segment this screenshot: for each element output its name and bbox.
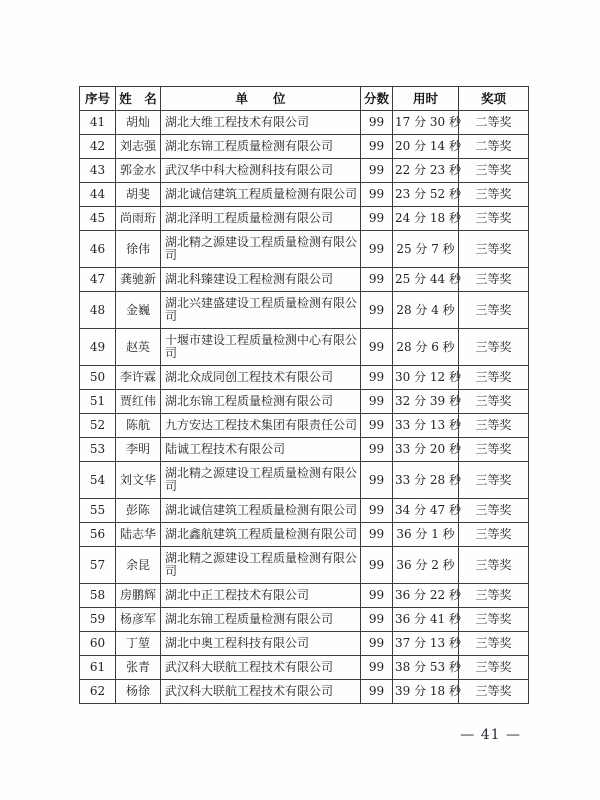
cell-time: 20 分 14 秒	[393, 135, 459, 159]
cell-index: 59	[80, 608, 116, 632]
results-table	[79, 86, 529, 704]
cell-organization: 湖北兴建盛建设工程质量检测有限公司	[161, 292, 361, 329]
col-header-name: 姓 名	[116, 87, 161, 111]
cell-name: 胡灿	[116, 111, 161, 135]
cell-index: 45	[80, 207, 116, 231]
cell-score: 99	[361, 462, 393, 499]
cell-score: 99	[361, 547, 393, 584]
table-row	[80, 207, 529, 231]
cell-award: 三等奖	[459, 231, 529, 268]
cell-name: 彭陈	[116, 499, 161, 523]
table-row	[80, 159, 529, 183]
cell-award: 三等奖	[459, 390, 529, 414]
cell-index: 58	[80, 584, 116, 608]
cell-index: 51	[80, 390, 116, 414]
table-row	[80, 292, 529, 329]
cell-organization: 武汉华中科大检测科技有限公司	[161, 159, 361, 183]
col-header-organization: 单 位	[161, 87, 361, 111]
cell-score: 99	[361, 135, 393, 159]
table-row	[80, 547, 529, 584]
cell-organization: 陆诚工程技术有限公司	[161, 438, 361, 462]
header-row	[80, 87, 529, 111]
cell-index: 56	[80, 523, 116, 547]
cell-award: 三等奖	[459, 608, 529, 632]
cell-award: 三等奖	[459, 462, 529, 499]
cell-time: 34 分 47 秒	[393, 499, 459, 523]
cell-award: 二等奖	[459, 111, 529, 135]
cell-name: 余昆	[116, 547, 161, 584]
cell-organization: 湖北中奥工程科技有限公司	[161, 632, 361, 656]
cell-time: 28 分 6 秒	[393, 329, 459, 366]
cell-time: 28 分 4 秒	[393, 292, 459, 329]
cell-name: 李许霖	[116, 366, 161, 390]
col-header-time: 用时	[393, 87, 459, 111]
cell-organization: 湖北东锦工程质量检测有限公司	[161, 608, 361, 632]
cell-award: 三等奖	[459, 632, 529, 656]
cell-name: 胡斐	[116, 183, 161, 207]
cell-organization: 湖北科臻建设工程检测有限公司	[161, 268, 361, 292]
cell-score: 99	[361, 414, 393, 438]
cell-index: 46	[80, 231, 116, 268]
cell-name: 李明	[116, 438, 161, 462]
table-row	[80, 390, 529, 414]
table-row	[80, 268, 529, 292]
cell-index: 50	[80, 366, 116, 390]
cell-organization: 湖北精之源建设工程质量检测有限公司	[161, 231, 361, 268]
table-row	[80, 366, 529, 390]
cell-score: 99	[361, 292, 393, 329]
cell-index: 54	[80, 462, 116, 499]
cell-index: 49	[80, 329, 116, 366]
table-row	[80, 608, 529, 632]
cell-organization: 湖北东锦工程质量检测有限公司	[161, 135, 361, 159]
table-row	[80, 414, 529, 438]
cell-award: 三等奖	[459, 183, 529, 207]
table-row	[80, 584, 529, 608]
cell-name: 刘志强	[116, 135, 161, 159]
cell-time: 38 分 53 秒	[393, 656, 459, 680]
cell-time: 25 分 7 秒	[393, 231, 459, 268]
cell-index: 62	[80, 680, 116, 704]
cell-score: 99	[361, 329, 393, 366]
cell-score: 99	[361, 111, 393, 135]
cell-organization: 湖北诚信建筑工程质量检测有限公司	[161, 499, 361, 523]
cell-time: 24 分 18 秒	[393, 207, 459, 231]
cell-time: 33 分 28 秒	[393, 462, 459, 499]
cell-score: 99	[361, 207, 393, 231]
cell-score: 99	[361, 523, 393, 547]
cell-organization: 武汉科大联航工程技术有限公司	[161, 680, 361, 704]
table-row	[80, 632, 529, 656]
cell-name: 龚驰新	[116, 268, 161, 292]
cell-score: 99	[361, 390, 393, 414]
cell-index: 43	[80, 159, 116, 183]
table-row	[80, 499, 529, 523]
table-row	[80, 438, 529, 462]
cell-organization: 湖北泽明工程质量检测有限公司	[161, 207, 361, 231]
table-row	[80, 135, 529, 159]
cell-time: 36 分 41 秒	[393, 608, 459, 632]
cell-award: 三等奖	[459, 268, 529, 292]
cell-name: 张青	[116, 656, 161, 680]
table-body	[80, 111, 529, 704]
cell-score: 99	[361, 438, 393, 462]
cell-organization: 湖北众成同创工程技术有限公司	[161, 366, 361, 390]
cell-time: 36 分 2 秒	[393, 547, 459, 584]
cell-organization: 湖北大维工程技术有限公司	[161, 111, 361, 135]
cell-organization: 湖北中正工程技术有限公司	[161, 584, 361, 608]
cell-index: 60	[80, 632, 116, 656]
cell-time: 36 分 22 秒	[393, 584, 459, 608]
cell-index: 53	[80, 438, 116, 462]
cell-organization: 九方安达工程技术集团有限责任公司	[161, 414, 361, 438]
cell-award: 三等奖	[459, 438, 529, 462]
table-row	[80, 329, 529, 366]
cell-award: 三等奖	[459, 523, 529, 547]
table-row	[80, 231, 529, 268]
cell-name: 陆志华	[116, 523, 161, 547]
cell-award: 三等奖	[459, 680, 529, 704]
cell-name: 郭金水	[116, 159, 161, 183]
col-header-index: 序号	[80, 87, 116, 111]
cell-name: 杨徐	[116, 680, 161, 704]
cell-index: 47	[80, 268, 116, 292]
cell-index: 55	[80, 499, 116, 523]
cell-score: 99	[361, 608, 393, 632]
cell-award: 三等奖	[459, 366, 529, 390]
cell-index: 42	[80, 135, 116, 159]
table-row	[80, 680, 529, 704]
col-header-score: 分数	[361, 87, 393, 111]
cell-index: 52	[80, 414, 116, 438]
cell-award: 三等奖	[459, 414, 529, 438]
cell-organization: 湖北精之源建设工程质量检测有限公司	[161, 547, 361, 584]
cell-score: 99	[361, 366, 393, 390]
table-header	[80, 87, 529, 111]
cell-score: 99	[361, 680, 393, 704]
cell-time: 23 分 52 秒	[393, 183, 459, 207]
cell-award: 三等奖	[459, 547, 529, 584]
cell-award: 三等奖	[459, 329, 529, 366]
cell-time: 22 分 23 秒	[393, 159, 459, 183]
cell-organization: 湖北诚信建筑工程质量检测有限公司	[161, 183, 361, 207]
cell-award: 三等奖	[459, 499, 529, 523]
cell-award: 二等奖	[459, 135, 529, 159]
cell-organization: 十堰市建设工程质量检测中心有限公司	[161, 329, 361, 366]
cell-organization: 湖北东锦工程质量检测有限公司	[161, 390, 361, 414]
col-header-award: 奖项	[459, 87, 529, 111]
cell-name: 陈航	[116, 414, 161, 438]
table-row	[80, 656, 529, 680]
cell-time: 32 分 39 秒	[393, 390, 459, 414]
cell-award: 三等奖	[459, 159, 529, 183]
cell-name: 尚雨珩	[116, 207, 161, 231]
table-row	[80, 111, 529, 135]
table-row	[80, 523, 529, 547]
cell-score: 99	[361, 268, 393, 292]
cell-award: 三等奖	[459, 207, 529, 231]
cell-time: 39 分 18 秒	[393, 680, 459, 704]
cell-time: 33 分 20 秒	[393, 438, 459, 462]
cell-name: 赵英	[116, 329, 161, 366]
cell-name: 丁堃	[116, 632, 161, 656]
cell-score: 99	[361, 231, 393, 268]
cell-score: 99	[361, 632, 393, 656]
cell-time: 33 分 13 秒	[393, 414, 459, 438]
cell-organization: 湖北鑫航建筑工程质量检测有限公司	[161, 523, 361, 547]
table-row	[80, 183, 529, 207]
cell-index: 57	[80, 547, 116, 584]
cell-index: 61	[80, 656, 116, 680]
cell-time: 30 分 12 秒	[393, 366, 459, 390]
cell-award: 三等奖	[459, 656, 529, 680]
cell-index: 44	[80, 183, 116, 207]
cell-index: 48	[80, 292, 116, 329]
cell-name: 刘文华	[116, 462, 161, 499]
cell-time: 37 分 13 秒	[393, 632, 459, 656]
cell-score: 99	[361, 159, 393, 183]
cell-name: 贾红伟	[116, 390, 161, 414]
cell-name: 金巍	[116, 292, 161, 329]
cell-organization: 武汉科大联航工程技术有限公司	[161, 656, 361, 680]
cell-score: 99	[361, 584, 393, 608]
cell-award: 三等奖	[459, 292, 529, 329]
cell-organization: 湖北精之源建设工程质量检测有限公司	[161, 462, 361, 499]
table-row	[80, 462, 529, 499]
cell-time: 36 分 1 秒	[393, 523, 459, 547]
cell-name: 房鹏辉	[116, 584, 161, 608]
cell-score: 99	[361, 183, 393, 207]
cell-score: 99	[361, 656, 393, 680]
cell-index: 41	[80, 111, 116, 135]
cell-award: 三等奖	[459, 584, 529, 608]
cell-name: 徐伟	[116, 231, 161, 268]
cell-time: 17 分 30 秒	[393, 111, 459, 135]
cell-score: 99	[361, 499, 393, 523]
page-number: — 41 —	[460, 727, 521, 743]
cell-name: 杨彦军	[116, 608, 161, 632]
cell-time: 25 分 44 秒	[393, 268, 459, 292]
